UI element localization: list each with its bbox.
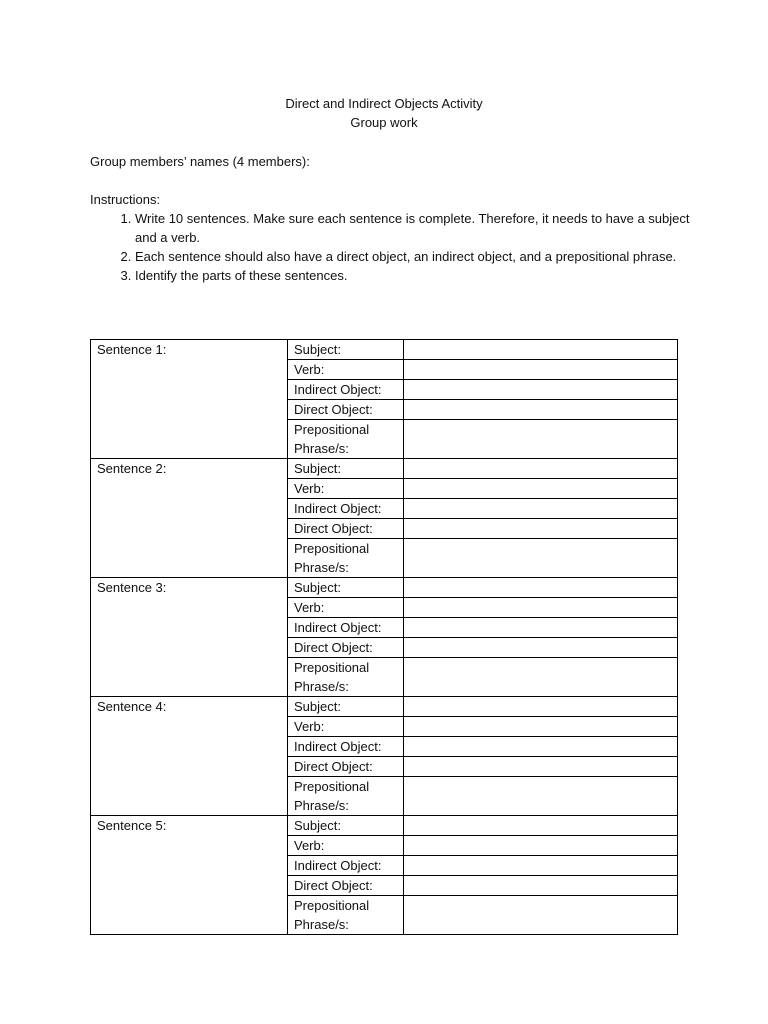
instruction-item: 3. Identify the parts of these sentences.: [135, 266, 690, 285]
answer-cell[interactable]: [404, 598, 678, 618]
answer-cell[interactable]: [404, 836, 678, 856]
field-label: Direct Object:: [288, 876, 404, 896]
field-label: Subject:: [288, 340, 404, 360]
field-label: Verb:: [288, 479, 404, 499]
answer-cell[interactable]: [404, 499, 678, 519]
field-label: Subject:: [288, 578, 404, 598]
table-row: [91, 340, 678, 360]
sentence-cell[interactable]: [91, 697, 288, 816]
sentence-label: Sentence 1:: [97, 342, 167, 357]
table-row: [91, 578, 678, 598]
answer-cell[interactable]: [404, 737, 678, 757]
field-label: Subject:: [288, 459, 404, 479]
answer-cell[interactable]: [404, 816, 678, 836]
table-row: [91, 459, 678, 479]
answer-cell[interactable]: [404, 658, 678, 697]
answer-cell[interactable]: [404, 777, 678, 816]
field-label: Verb:: [288, 836, 404, 856]
answer-cell[interactable]: [404, 539, 678, 578]
sentence-cell[interactable]: [91, 340, 288, 459]
field-label: Indirect Object:: [288, 618, 404, 638]
title-block: [0, 94, 768, 132]
field-label: Direct Object:: [288, 400, 404, 420]
sentence-label: Sentence 5:: [97, 818, 167, 833]
field-label: Subject:: [288, 697, 404, 717]
field-label: Indirect Object:: [288, 380, 404, 400]
sentence-table: [90, 339, 678, 935]
answer-cell[interactable]: [404, 856, 678, 876]
field-label: Direct Object:: [288, 519, 404, 539]
instruction-item: 1. Write 10 sentences. Make sure each sentence is complete. Therefore, it needs to have a subject and a verb.: [135, 209, 690, 247]
answer-cell[interactable]: [404, 360, 678, 380]
field-label: Subject:: [288, 816, 404, 836]
sentence-label: Sentence 3:: [97, 580, 167, 595]
sentence-label: Sentence 4:: [97, 699, 167, 714]
field-label: Prepositional Phrase/s:: [288, 896, 404, 935]
page-title: Direct and Indirect Objects Activity: [285, 96, 483, 111]
table-row: [91, 697, 678, 717]
field-label: Prepositional Phrase/s:: [288, 658, 404, 697]
table-row: [91, 816, 678, 836]
page-subtitle: Group work: [350, 115, 418, 130]
instructions-section: [90, 190, 690, 285]
sentence-cell[interactable]: [91, 816, 288, 935]
answer-cell[interactable]: [404, 876, 678, 896]
answer-cell[interactable]: [404, 519, 678, 539]
instructions-heading: Instructions:: [90, 192, 161, 207]
field-label: Indirect Object:: [288, 737, 404, 757]
answer-cell[interactable]: [404, 757, 678, 777]
answer-cell[interactable]: [404, 638, 678, 658]
sentence-cell[interactable]: [91, 459, 288, 578]
field-label: Indirect Object:: [288, 856, 404, 876]
field-label: Verb:: [288, 360, 404, 380]
field-label: Verb:: [288, 717, 404, 737]
sentence-cell[interactable]: [91, 578, 288, 697]
field-label: Verb:: [288, 598, 404, 618]
group-members-label: Group members’ names (4 members):: [90, 154, 310, 169]
answer-cell[interactable]: [404, 717, 678, 737]
answer-cell[interactable]: [404, 578, 678, 598]
answer-cell[interactable]: [404, 400, 678, 420]
sentence-label: Sentence 2:: [97, 461, 167, 476]
answer-cell[interactable]: [404, 340, 678, 360]
answer-cell[interactable]: [404, 618, 678, 638]
field-label: Prepositional Phrase/s:: [288, 777, 404, 816]
answer-cell[interactable]: [404, 380, 678, 400]
field-label: Prepositional Phrase/s:: [288, 420, 404, 459]
field-label: Indirect Object:: [288, 499, 404, 519]
answer-cell[interactable]: [404, 697, 678, 717]
instruction-item: 2. Each sentence should also have a direct object, an indirect object, and a prepositional phrase.: [135, 247, 690, 266]
instructions-list: [90, 209, 690, 285]
answer-cell[interactable]: [404, 479, 678, 499]
field-label: Direct Object:: [288, 638, 404, 658]
answer-cell[interactable]: [404, 420, 678, 459]
field-label: Direct Object:: [288, 757, 404, 777]
answer-cell[interactable]: [404, 896, 678, 935]
answer-cell[interactable]: [404, 459, 678, 479]
field-label: Prepositional Phrase/s:: [288, 539, 404, 578]
